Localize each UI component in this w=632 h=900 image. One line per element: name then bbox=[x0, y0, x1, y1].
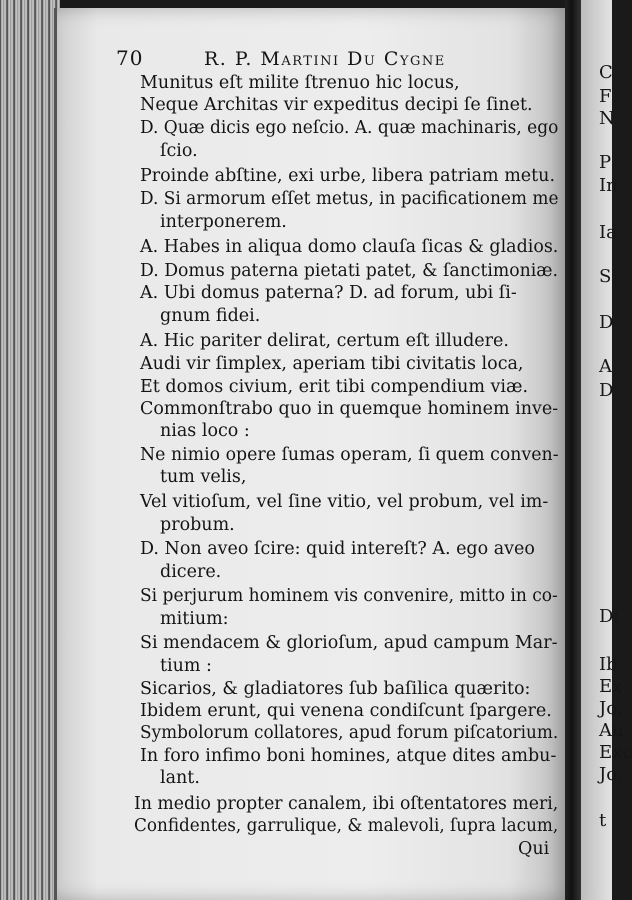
text-line: mitium: bbox=[160, 609, 229, 629]
text-line: Proinde abſtine, exi urbe, libera patriam metu. bbox=[140, 166, 556, 186]
text-line: dicere. bbox=[160, 562, 222, 582]
facing-page-letter: P bbox=[599, 152, 612, 173]
text-line: Si perjurum hominem vis convenire, mitto in co- bbox=[140, 586, 558, 606]
facing-page-fragment bbox=[581, 0, 632, 900]
text-line: A. Habes in aliqua domo clauſa ſicas & gladios. bbox=[140, 237, 559, 257]
facing-page-letter: In bbox=[599, 175, 618, 196]
text-line: Neque Architas vir expeditus decipi ſe ſinet. bbox=[140, 95, 533, 115]
facing-page-letter: N bbox=[599, 108, 615, 129]
facing-page-letter: Ia bbox=[599, 222, 617, 243]
text-line: tum velis, bbox=[160, 467, 247, 487]
facing-page-letter: S bbox=[599, 266, 612, 287]
text-line: ſcio. bbox=[160, 141, 198, 161]
text-line: A. Ubi domus paterna? D. ad forum, ubi ſi- bbox=[140, 283, 517, 303]
text-line: interponerem. bbox=[160, 212, 287, 232]
facing-page-letter: D bbox=[599, 380, 614, 401]
text-line: Et domos civium, erit tibi compendium viæ. bbox=[140, 377, 529, 397]
text-line: Confidentes, garrulique, & malevoli, ſupra lacum, bbox=[134, 816, 559, 836]
facing-page-letter: F bbox=[599, 86, 612, 107]
facing-page-letter: C bbox=[599, 62, 613, 83]
text-line: Ne nimio opere ſumas operam, ſi quem conven- bbox=[140, 445, 559, 465]
book-gutter bbox=[565, 0, 581, 900]
running-head: R. P. Martini Du Cygne bbox=[204, 48, 446, 70]
text-line: D. Non aveo ſcire: quid intereſt? A. ego aveo bbox=[140, 539, 535, 559]
page-header bbox=[86, 46, 516, 72]
facing-page-letter: Exc bbox=[599, 742, 632, 763]
facing-page-letter: Ib bbox=[599, 654, 618, 675]
catchword: Qui bbox=[518, 839, 550, 859]
book-edge-left bbox=[0, 0, 60, 900]
text-line: Si mendacem & glorioſum, apud campum Mar- bbox=[140, 633, 558, 653]
text-line: Munitus eſt milite ſtrenuo hic locus, bbox=[140, 73, 460, 93]
facing-page-letter: D bbox=[599, 312, 614, 333]
text-line: gnum fidei. bbox=[160, 306, 261, 326]
text-line: Audi vir ſimplex, aperiam tibi civitatis loca, bbox=[140, 354, 524, 374]
facing-page-letter: A bbox=[599, 356, 612, 377]
text-line: probum. bbox=[160, 515, 235, 535]
facing-page-letter: Jo. bbox=[599, 764, 623, 785]
text-line: Symbolorum collatores, apud forum piſcatorium. bbox=[140, 723, 559, 743]
text-line: Sicarios, & gladiatores ſub baſilica quærito: bbox=[140, 679, 531, 699]
text-line: Vel vitioſum, vel ſine vitio, vel probum, vel im- bbox=[140, 492, 549, 512]
facing-page-letter: Jo. bbox=[599, 698, 623, 719]
facing-page-letter: Au bbox=[599, 720, 624, 741]
text-line: Commonſtrabo quo in quemque hominem inve- bbox=[140, 399, 559, 419]
text-line: A. Hic pariter delirat, certum eſt illudere. bbox=[140, 331, 509, 351]
text-line: lant. bbox=[160, 768, 200, 788]
facing-page-letter: Dı bbox=[599, 606, 620, 627]
text-line: In medio propter canalem, ibi oſtentatores meri, bbox=[134, 794, 559, 814]
text-line: tium : bbox=[160, 656, 212, 676]
facing-page-letter: Ex bbox=[599, 676, 623, 697]
text-line: Ibidem erunt, qui venena condiſcunt ſpargere. bbox=[140, 701, 552, 721]
facing-page-letter: t bbox=[599, 810, 607, 831]
text-line: nias loco : bbox=[160, 421, 250, 441]
text-line: D. Si armorum eſſet metus, in pacificationem me bbox=[140, 189, 559, 209]
text-line: D. Quæ dicis ego neſcio. A. quæ machinaris, ego bbox=[140, 118, 559, 138]
text-line: D. Domus paterna pietati patet, & ſanctimoniæ. bbox=[140, 261, 559, 281]
text-line: In foro infimo boni homines, atque dites ambu- bbox=[140, 746, 557, 766]
page-number: 70 bbox=[116, 46, 144, 70]
